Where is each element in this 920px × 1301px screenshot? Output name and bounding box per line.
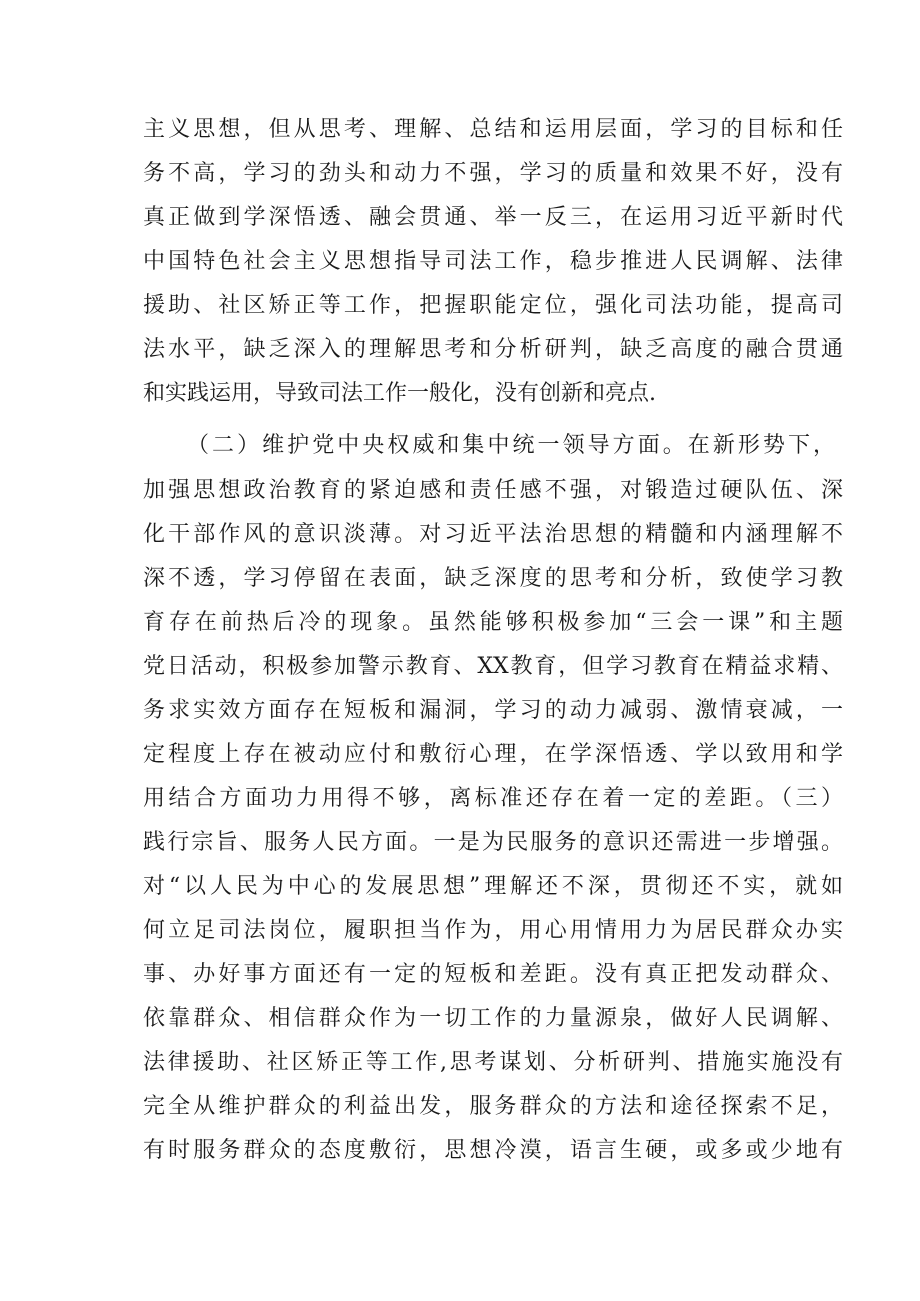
body-text-line: 党日活动，积极参加警示教育、XX教育，但学习教育在精益求精、 bbox=[143, 654, 843, 679]
body-text-line: 践行宗旨、服务人民方面。一是为民服务的意识还需进一步增强。 bbox=[143, 830, 843, 855]
section-heading-line: （二）维护党中央权威和集中统一领导方面。在新形势下， bbox=[187, 433, 835, 458]
body-text-line: 定程度上存在被动应付和敷衍心理，在学深悟透、学以致用和学 bbox=[143, 742, 843, 767]
body-text-line: 法律援助、社区矫正等工作,思考谋划、分析研判、措施实施没有 bbox=[143, 1050, 843, 1075]
body-text-line: 和实践运用，导致司法工作一般化，没有创新和亮点. bbox=[143, 381, 656, 406]
body-text-line: 加强思想政治教育的紧迫感和责任感不强，对锻造过硬队伍、深 bbox=[143, 478, 843, 503]
body-text-line: 主义思想，但从思考、理解、总结和运用层面，学习的目标和任 bbox=[143, 117, 843, 142]
body-text-line: 育存在前热后冷的现象。虽然能够积极参加“三会一课”和主题 bbox=[143, 610, 843, 635]
body-text-line: 真正做到学深悟透、融会贯通、举一反三，在运用习近平新时代 bbox=[143, 205, 843, 230]
body-text-line: 援助、社区矫正等工作，把握职能定位，强化司法功能，提高司 bbox=[143, 293, 843, 318]
body-text-line: 何立足司法岗位，履职担当作为，用心用情用力为居民群众办实 bbox=[143, 918, 843, 943]
body-text-line: 事、办好事方面还有一定的短板和差距。没有真正把发动群众、 bbox=[143, 962, 843, 987]
body-text-line: 依靠群众、相信群众作为一切工作的力量源泉，做好人民调解、 bbox=[143, 1006, 843, 1031]
body-text-line: 用结合方面功力用得不够，离标准还存在着一定的差距。（三） bbox=[143, 786, 843, 811]
body-text-line: 深不透，学习停留在表面，缺乏深度的思考和分析，致使学习教 bbox=[143, 566, 843, 591]
body-text-line: 化干部作风的意识淡薄。对习近平法治思想的精髓和内涵理解不 bbox=[143, 522, 843, 547]
body-text-line: 务不高，学习的劲头和动力不强，学习的质量和效果不好，没有 bbox=[143, 161, 843, 186]
body-text-line: 有时服务群众的态度敷衍，思想冷漠，语言生硬，或多或少地有 bbox=[143, 1138, 843, 1163]
body-text-line: 中国特色社会主义思想指导司法工作，稳步推进人民调解、法律 bbox=[143, 249, 843, 274]
body-text-line: 法水平，缺乏深入的理解思考和分析研判，缺乏高度的融合贯通 bbox=[143, 337, 843, 362]
body-text-line: 对“以人民为中心的发展思想”理解还不深，贯彻还不实，就如 bbox=[143, 874, 843, 899]
body-text-line: 完全从维护群众的利益出发，服务群众的方法和途径探索不足， bbox=[143, 1094, 843, 1119]
body-text-line: 务求实效方面存在短板和漏洞，学习的动力减弱、激情衰减，一 bbox=[143, 698, 843, 723]
